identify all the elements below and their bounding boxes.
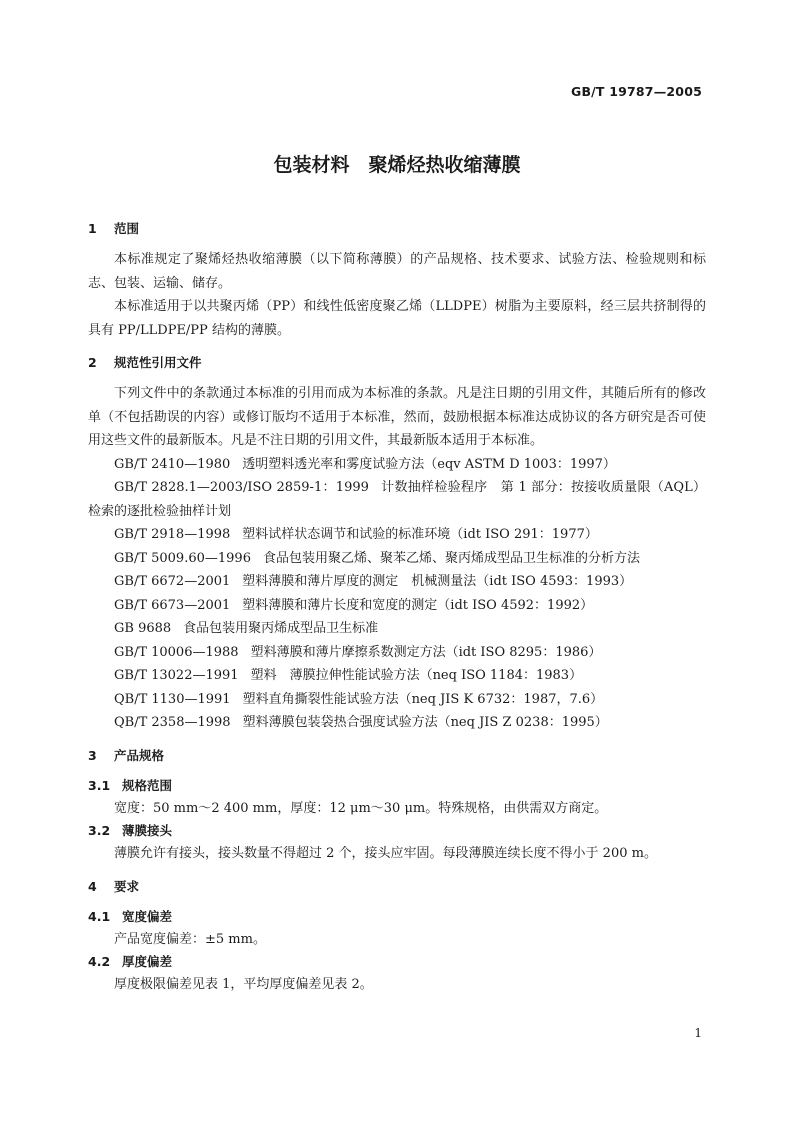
subsection-3-1-heading [88, 775, 706, 797]
section-1-heading [88, 218, 706, 242]
reference-title: 塑料薄膜和薄片厚度的测定 机械测量法（idt ISO 4593：1993） [242, 574, 633, 589]
section-number: 4 [88, 878, 97, 894]
subsection-number: 3.2 [88, 823, 111, 838]
section-title: 范围 [114, 221, 140, 236]
reference-code: GB/T 5009.60—1996 [114, 550, 251, 566]
reference-code: GB/T 2918—1998 [114, 527, 231, 542]
section-number: 3 [88, 747, 97, 763]
reference-title: 塑料薄膜和薄片长度和宽度的测定（idt ISO 4592：1992） [242, 597, 594, 613]
section-number: 2 [88, 355, 97, 370]
section-number: 1 [88, 221, 97, 236]
section-3-heading [88, 745, 706, 769]
reference-item [88, 664, 706, 688]
section-2-heading [88, 352, 706, 376]
reference-code: GB/T 6672—2001 [114, 574, 231, 589]
subsection-number: 4.2 [88, 954, 111, 969]
reference-title: 食品包装用聚乙烯、聚苯乙烯、聚丙烯成型品卫生标准的分析方法 [262, 550, 640, 566]
subsection-title: 厚度偏差 [122, 954, 173, 969]
reference-title: 食品包装用聚丙烯成型品卫生标准 [183, 621, 379, 636]
reference-item [88, 617, 706, 641]
document-title: 包装材料 聚烯烃热收缩薄膜 [273, 154, 521, 176]
page-number: 1 [694, 1026, 702, 1040]
standard-number: GB/T 19787—2005 [570, 84, 702, 99]
subsection-title: 薄膜接头 [122, 823, 173, 838]
paragraph: 薄膜允许有接头，接头数量不得超过 2 个，接头应牢固。每段薄膜连续长度不得小于 200 m。 [114, 846, 657, 861]
paragraph: 本标准规定了聚烯烃热收缩薄膜（以下简称薄膜）的产品规格、技术要求、试验方法、检验规则和标志、包装、运输、储存。 [88, 252, 706, 291]
paragraph: 下列文件中的条款通过本标准的引用而成为本标准的条款。凡是注日期的引用文件，其随后所有的修改单（不包括勘误的内容）或修订版均不适用于本标准，然而，鼓励根据本标准达成协议的各方研究是否可使用这些文件的最新版本。凡是不注日期的引用文件，其最新版本适用于本标准。 [88, 386, 706, 448]
reference-title: 透明塑料透光率和雾度试验方法（eqv ASTM D 1003：1997） [242, 456, 616, 472]
reference-item [88, 688, 706, 712]
reference-item [88, 476, 706, 523]
reference-item [88, 547, 706, 571]
reference-item [88, 570, 706, 594]
subsection-number: 3.1 [88, 777, 111, 793]
reference-title: 计数抽样检验程序 第 1 部分：按接收质量限（AQL）检索的逐批检验抽样计划 [88, 480, 706, 519]
section-title: 要求 [114, 878, 140, 894]
reference-code: GB/T 2828.1—2003/ISO 2859-1：1999 [114, 480, 369, 495]
reference-item [88, 641, 706, 665]
reference-item [88, 594, 706, 618]
reference-item [88, 453, 706, 477]
section-title: 产品规格 [114, 747, 165, 763]
subsection-number: 4.1 [88, 908, 111, 924]
subsection-title: 宽度偏差 [122, 908, 173, 924]
subsection-3-2-heading [88, 820, 706, 842]
reference-item [88, 711, 706, 735]
section-4-heading [88, 876, 706, 900]
reference-code: GB/T 13022—1991 [114, 668, 239, 683]
reference-code: GB/T 6673—2001 [114, 597, 231, 613]
reference-code: QB/T 2358—1998 [114, 715, 231, 730]
subsection-4-2-heading [88, 951, 706, 973]
paragraph: 宽度：50 mm～2 400 mm，厚度：12 μm～30 μm。特殊规格，由供需双方商定。 [114, 800, 608, 816]
section-title: 规范性引用文件 [114, 355, 202, 370]
subsection-title: 规格范围 [122, 777, 173, 793]
reference-title: 塑料直角撕裂性能试验方法（neq JIS K 6732：1987，7.6） [242, 691, 604, 707]
reference-title: 塑料 薄膜拉伸性能试验方法（neq ISO 1184：1983） [250, 668, 583, 683]
paragraph: 本标准适用于以共聚丙烯（PP）和线性低密度聚乙烯（LLDPE）树脂为主要原料，经三层共挤制得的具有 PP/LLDPE/PP 结构的薄膜。 [88, 299, 706, 338]
reference-title: 塑料薄膜和薄片摩擦系数测定方法（idt ISO 8295：1986） [250, 644, 602, 660]
paragraph: 厚度极限偏差见表 1，平均厚度偏差见表 2。 [114, 977, 373, 992]
reference-code: GB 9688 [114, 621, 172, 636]
subsection-4-1-heading [88, 906, 706, 928]
reference-title: 塑料薄膜包装袋热合强度试验方法（neq JIS Z 0238：1995） [242, 715, 608, 730]
reference-code: GB/T 10006—1988 [114, 644, 239, 660]
reference-code: GB/T 2410—1980 [114, 456, 231, 472]
reference-title: 塑料试样状态调节和试验的标准环境（idt ISO 291：1977） [242, 527, 598, 542]
reference-code: QB/T 1130—1991 [114, 691, 231, 707]
paragraph: 产品宽度偏差：±5 mm。 [114, 931, 266, 947]
reference-item [88, 523, 706, 547]
document-body [88, 218, 706, 997]
